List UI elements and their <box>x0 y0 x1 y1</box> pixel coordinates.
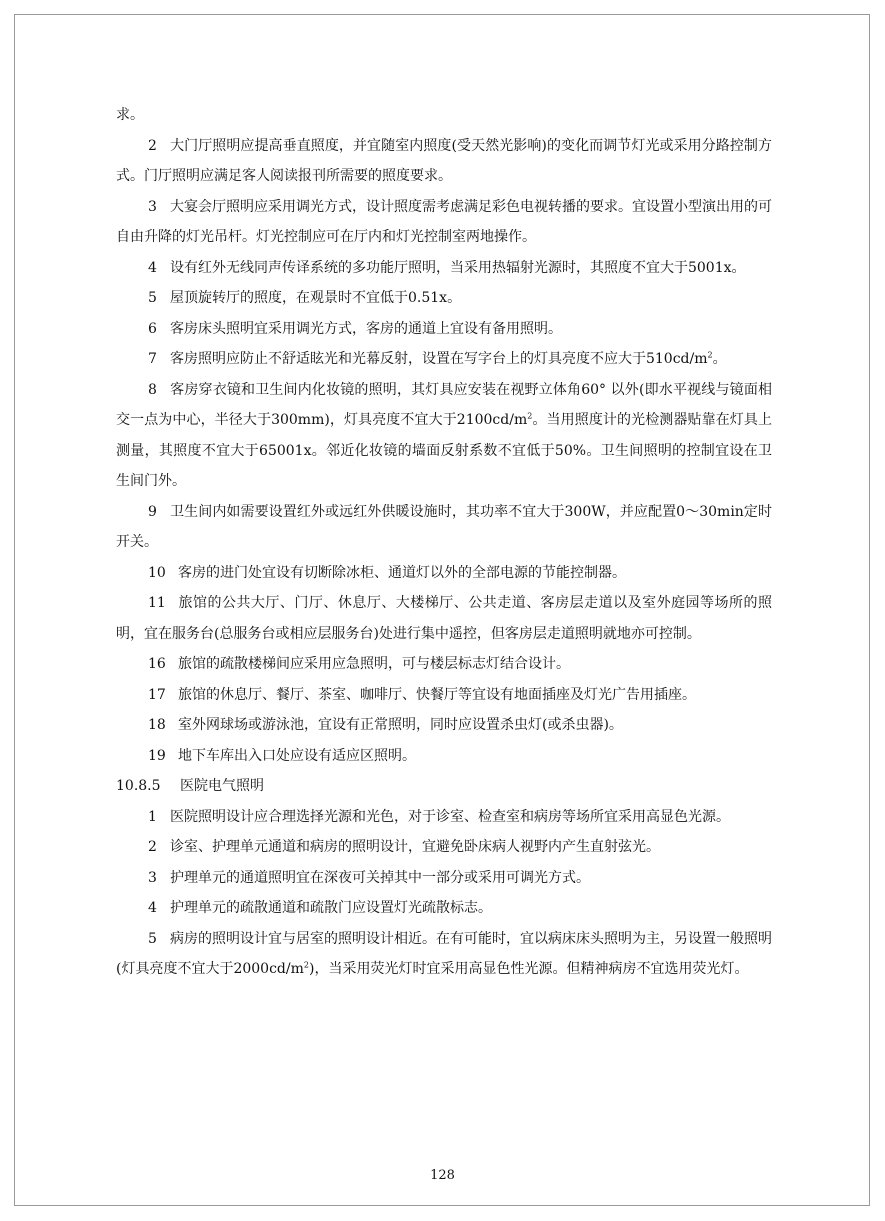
clause-number: 3 <box>148 869 157 886</box>
clause-5 <box>116 283 772 314</box>
clause-text: 医院照明设计应合理选择光源和光色，对于诊室、检查室和病房等场所宜采用高显色光源。 <box>170 808 730 825</box>
clause-8 <box>116 375 772 497</box>
section-number: 10.8.5 <box>116 778 161 794</box>
page-number: 128 <box>430 1168 455 1183</box>
clause-11 <box>116 588 772 649</box>
clause-number: 18 <box>148 717 166 733</box>
clause-number: 4 <box>148 900 157 916</box>
paragraph-text: 求。 <box>116 107 144 123</box>
clause-text: 客房床头照明宜采用调光方式，客房的通道上宜设有备用照明。 <box>170 320 562 337</box>
document-body <box>116 100 772 985</box>
clause-number: 5 <box>148 290 157 306</box>
clause-9 <box>116 497 772 558</box>
superscript: 2 <box>303 960 309 970</box>
hospital-clause-3 <box>116 863 772 894</box>
clause-number: 16 <box>148 656 166 672</box>
clause-text: 旅馆的疏散楼梯间应采用应急照明，可与楼层标志灯结合设计。 <box>178 656 570 672</box>
clause-number: 2 <box>148 137 157 154</box>
clause-4 <box>116 253 772 284</box>
clause-18 <box>116 710 772 741</box>
clause-number: 11 <box>148 595 166 611</box>
hospital-clause-4 <box>116 893 772 924</box>
clause-text: 设有红外无线同声传译系统的多功能厅照明，当采用热辐射光源时，其照度不宜大于5001x。 <box>170 259 746 276</box>
paragraph-continuation <box>116 100 772 131</box>
clause-text: 客房的进门处宜设有切断除冰柜、通道灯以外的全部电源的节能控制器。 <box>178 564 626 581</box>
clause-text: 大门厅照明应提高垂直照度，并宜随室内照度(受天然光影响)的变化而调节灯光或采用分路控制方式。门厅照明应满足客人阅读报刊所需要的照度要求。 <box>116 137 772 184</box>
clause-number: 9 <box>148 503 157 520</box>
clause-3 <box>116 192 772 253</box>
clause-6 <box>116 314 772 345</box>
clause-text: 护理单元的通道照明宜在深夜可关掉其中一部分或采用可调光方式。 <box>170 869 590 886</box>
clause-number: 2 <box>148 839 157 855</box>
clause-16 <box>116 649 772 680</box>
hospital-clause-1 <box>116 802 772 833</box>
hospital-clause-2 <box>116 832 772 863</box>
clause-number: 1 <box>148 808 157 825</box>
clause-number: 3 <box>148 198 157 215</box>
clause-text: 护理单元的疏散通道和疏散门应设置灯光疏散标志。 <box>170 900 492 916</box>
clause-2 <box>116 131 772 192</box>
superscript: 2 <box>527 411 533 421</box>
clause-text: 旅馆的公共大厅、门厅、休息厅、大楼梯厅、公共走道、客房层走道以及室外庭园等场所的照明，宜在服务台(总服务台或相应层服务台)处进行集中遥控，但客房层走道照明就地亦可控制。 <box>116 595 772 642</box>
section-title: 医院电气照明 <box>180 778 264 794</box>
clause-text: 旅馆的休息厅、餐厅、茶室、咖啡厅、快餐厅等宜设有地面插座及灯光广告用插座。 <box>178 686 696 703</box>
clause-text: 客房穿衣镜和卫生间内化妆镜的照明，其灯具应安装在视野立体角60° 以外(即水平视线与镜面相交一点为中心，半径大于300mm)，灯具亮度不宜大于2100cd/m <box>116 381 772 428</box>
clause-19 <box>116 741 772 772</box>
clause-number: 7 <box>148 351 157 367</box>
hospital-clause-5 <box>116 924 772 985</box>
clause-text: 大宴会厅照明应采用调光方式，设计照度需考虑满足彩色电视转播的要求。宜设置小型演出用的可自由升降的灯光吊杆。灯光控制应可在厅内和灯光控制室两地操作。 <box>116 198 772 245</box>
clause-number: 6 <box>148 320 157 337</box>
clause-number: 5 <box>148 930 157 947</box>
clause-text-tail: 。 <box>712 351 727 367</box>
clause-text-tail: )，当采用荧光灯时宜采用高显色性光源。但精神病房不宜选用荧光灯。 <box>308 961 749 977</box>
clause-7 <box>116 344 772 375</box>
section-heading-10-8-5 <box>116 771 772 802</box>
clause-text: 客房照明应防止不舒适眩光和光幕反射，设置在写字台上的灯具亮度不应大于510cd/m <box>170 351 708 367</box>
clause-text-tail: 。当用照度计的光检测器贴靠在灯具上测量，其照度不宜大于65001x。邻近化妆镜的墙面反射系数不宜低于50%。卫生间照明的控制宜设在卫生间门外。 <box>116 412 772 489</box>
clause-text: 室外网球场或游泳池，宜设有正常照明，同时应设置杀虫灯(或杀虫器)。 <box>178 717 623 733</box>
clause-text: 卫生间内如需要设置红外或远红外供暖设施时，其功率不宜大于300W，并应配置0～30min定时开关。 <box>116 503 772 550</box>
clause-text: 诊室、护理单元通道和病房的照明设计，宜避免卧床病人视野内产生直射弦光。 <box>170 839 660 855</box>
clause-17 <box>116 680 772 711</box>
clause-text: 屋顶旋转厅的照度，在观景时不宜低于0.51x。 <box>170 290 462 306</box>
superscript: 2 <box>707 350 713 360</box>
clause-number: 17 <box>148 686 166 703</box>
clause-number: 19 <box>148 747 166 764</box>
clause-10 <box>116 558 772 589</box>
clause-number: 10 <box>148 564 166 581</box>
clause-number: 8 <box>148 381 157 398</box>
clause-text: 地下车库出入口处应设有适应区照明。 <box>178 747 416 764</box>
clause-text: 病房的照明设计宜与居室的照明设计相近。在有可能时，宜以病床床头照明为主，另设置一般照明(灯具亮度不宜大于2000cd/m <box>116 930 772 977</box>
clause-number: 4 <box>148 259 157 276</box>
